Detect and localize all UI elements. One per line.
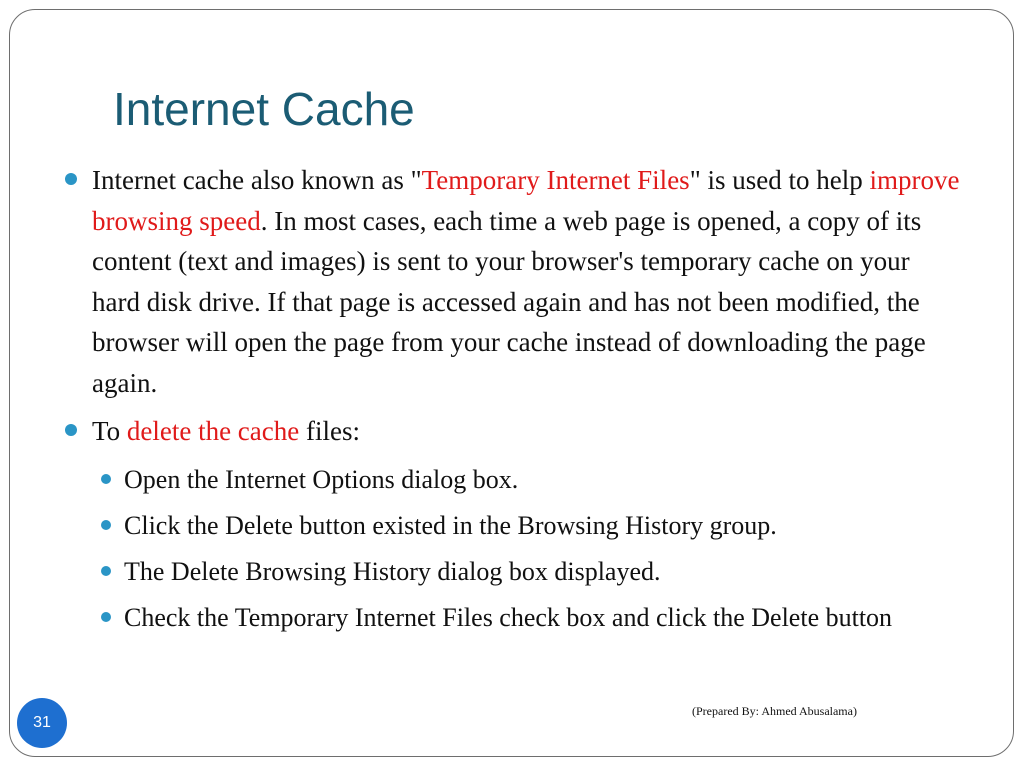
bullet-dot-icon (101, 520, 111, 530)
highlight-temporary-internet-files: Temporary Internet Files (421, 165, 690, 195)
text-part: " is used to help (689, 165, 870, 195)
bullet-cache-definition (60, 160, 960, 403)
step-text: Click the Delete button existed in the Browsing History group. (124, 510, 777, 540)
bullet-dot-icon (65, 173, 77, 185)
page-number-badge: 31 (17, 698, 67, 748)
bullet-dot-icon (101, 612, 111, 622)
step-text: The Delete Browsing History dialog box displayed. (124, 556, 661, 586)
sub-bullet-step-4 (60, 598, 960, 638)
slide-content (60, 160, 960, 644)
highlight-delete-the-cache: delete the cache (126, 416, 300, 446)
highlight-improve-browsing-speed: improve browsing speed (92, 165, 960, 236)
bullet-dot-icon (101, 474, 111, 484)
text-part: files: (299, 416, 360, 446)
bullet-delete-cache (60, 411, 960, 452)
step-text: Check the Temporary Internet Files check box and click the Delete button (124, 602, 893, 632)
bullet-dot-icon (101, 566, 111, 576)
sub-bullet-step-3 (60, 552, 960, 592)
slide-title: Internet Cache (113, 83, 415, 135)
bullet-dot-icon (65, 424, 77, 436)
sub-bullet-step-1 (60, 460, 960, 500)
text-part: . In most cases, each time a web page is opened, a copy of its content (text and images) is sent to your browser's temporary cache on your hard disk drive. If that page is accessed again and has not been modified, the browser will open the page from your cache instead of downloading the page again. (92, 205, 926, 398)
sub-bullet-step-2 (60, 506, 960, 546)
step-text: Open the Internet Options dialog box. (124, 464, 519, 494)
text-part: Internet cache also known as " (92, 165, 422, 195)
text-part: To (92, 416, 127, 446)
author-credit: (Prepared By: Ahmed Abusalama) (692, 704, 857, 718)
